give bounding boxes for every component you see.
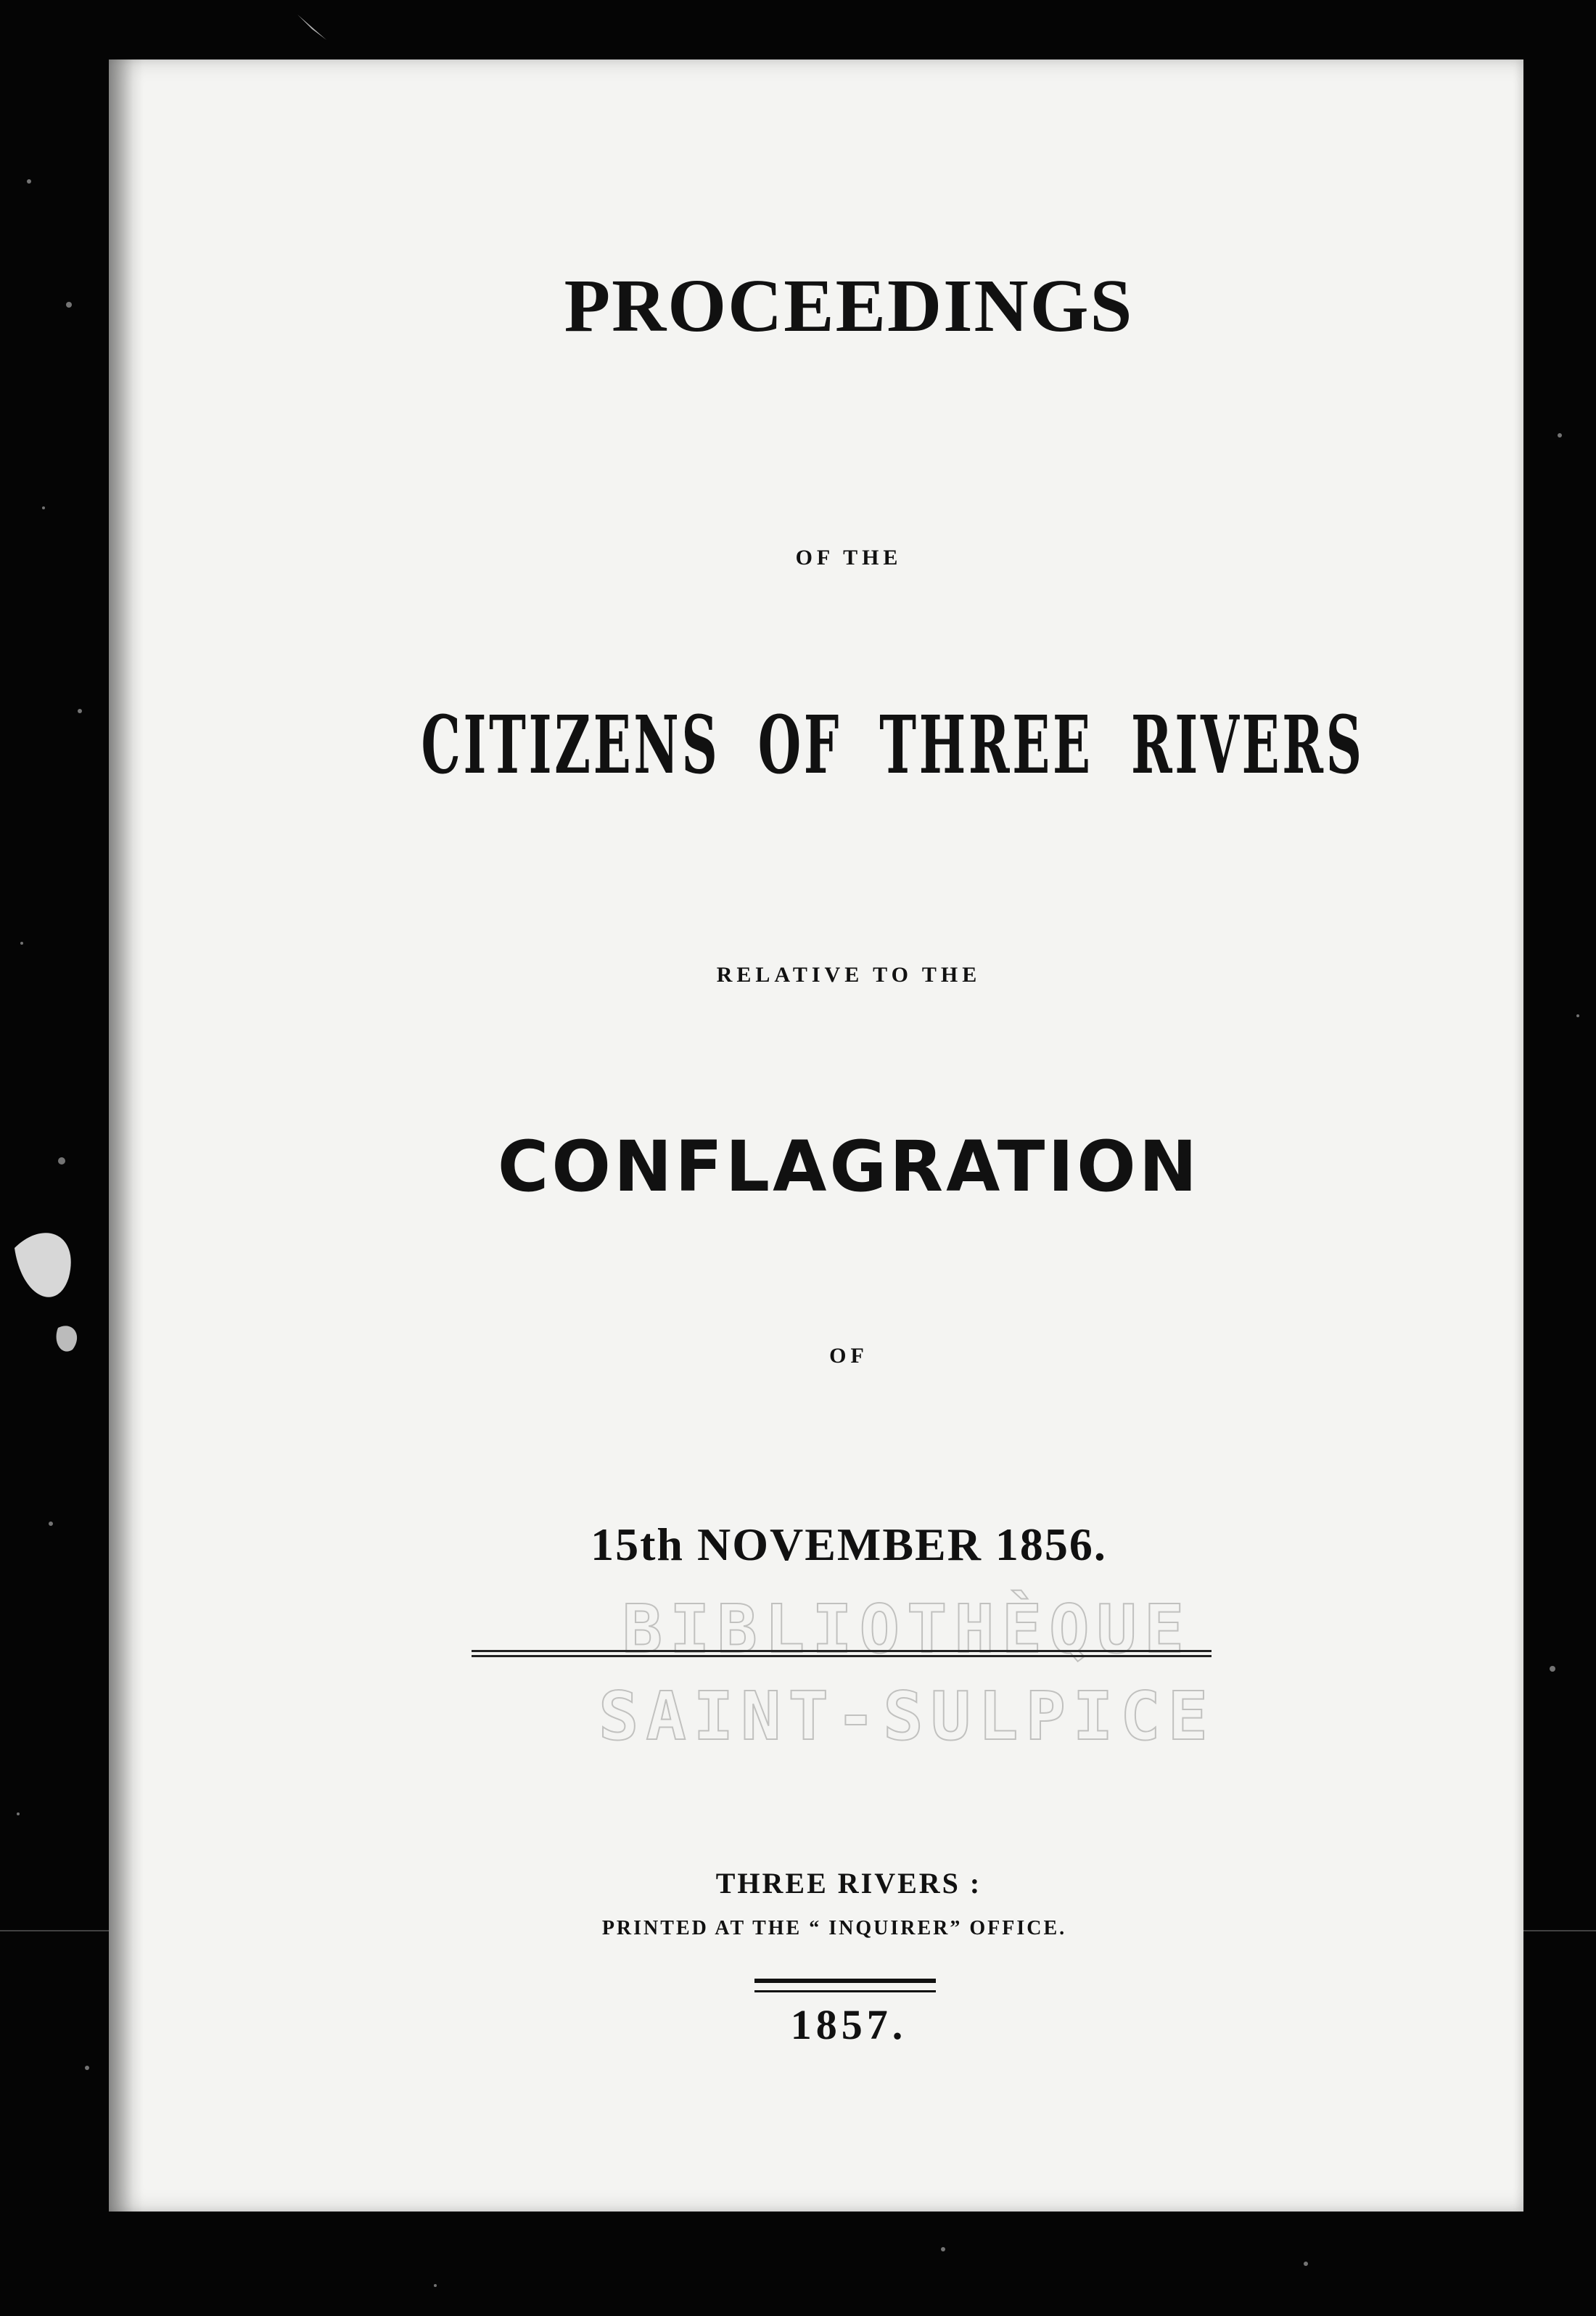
subject-heading: CITIZENS OF THREE RIVERS — [421, 698, 1365, 792]
title-page — [109, 59, 1523, 2212]
connector-of: OF — [829, 1344, 868, 1368]
stamp-line-2: SAINT-SULPICE — [598, 1678, 1216, 1755]
imprint-year: 1857. — [790, 2001, 908, 2048]
imprint-printer: PRINTED AT THE “ INQUIRER” OFFICE. — [601, 1917, 1067, 1939]
document-title: PROCEEDINGS — [564, 264, 1134, 348]
page-binding-edge — [109, 59, 144, 2212]
event-heading: CONFLAGRATION — [497, 1126, 1201, 1207]
event-date: 15th NOVEMBER 1856. — [591, 1519, 1107, 1570]
decorative-double-rule — [754, 1979, 936, 1992]
stamp-line-1: BIBLIOTHÈQUE — [622, 1590, 1192, 1668]
library-perforation-stamp — [588, 1590, 1226, 1779]
connector-relative: RELATIVE TO THE — [716, 963, 982, 987]
connector-of-the: OF THE — [795, 546, 902, 570]
decorative-rule — [472, 1650, 1212, 1657]
imprint-place: THREE RIVERS : — [715, 1867, 982, 1900]
